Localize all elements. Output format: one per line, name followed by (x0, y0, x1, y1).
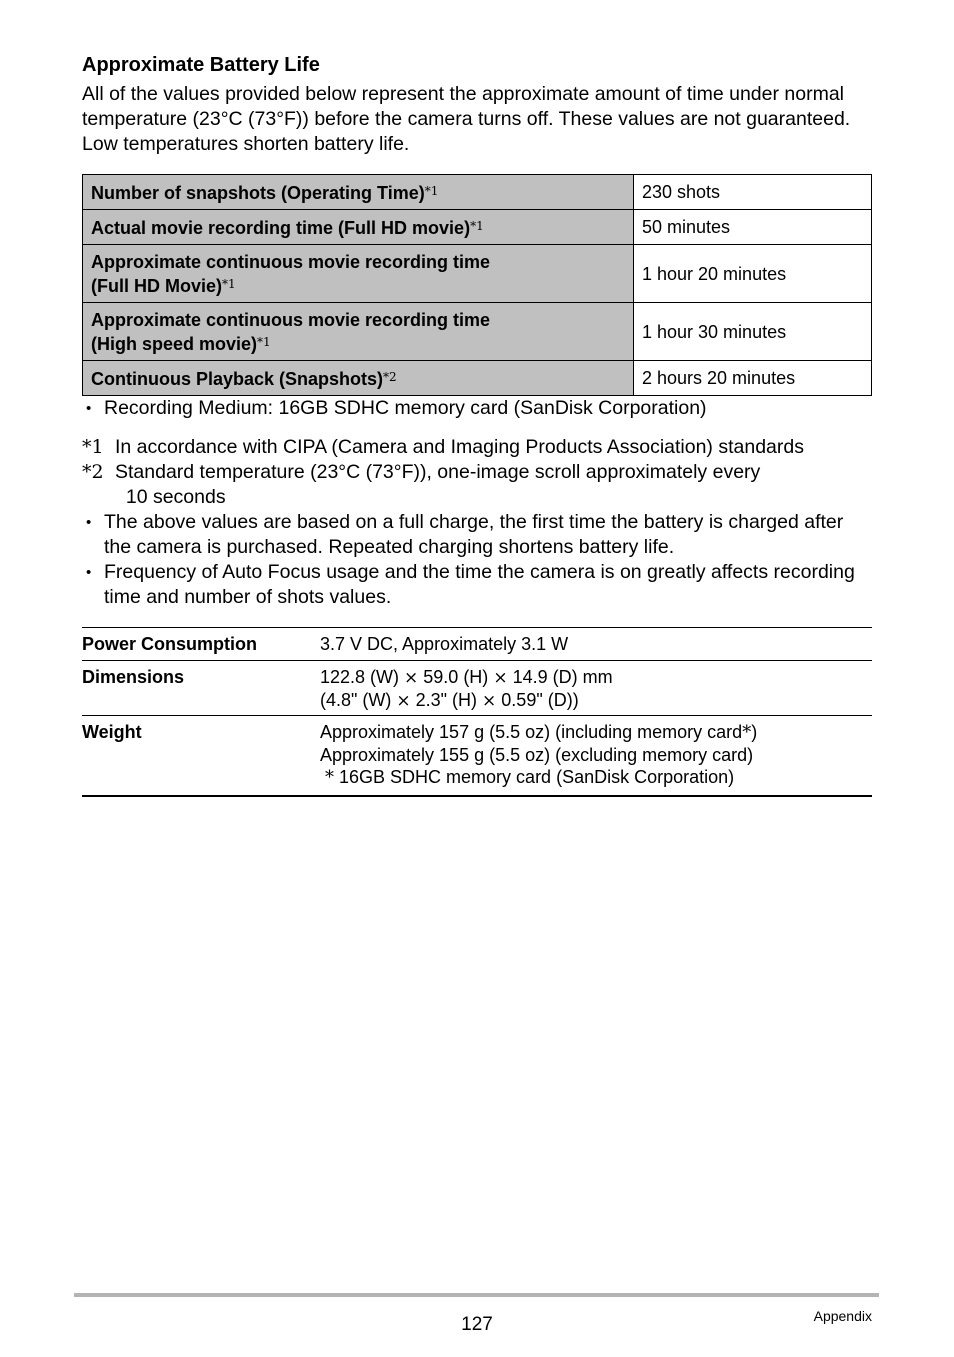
footer-divider (74, 1293, 879, 1297)
notes-list (82, 510, 872, 610)
table-row (83, 210, 872, 245)
battery-life-table (82, 174, 872, 396)
footnotes (82, 435, 872, 510)
row-value: 1 hour 30 minutes (634, 303, 872, 361)
spec-label: Power Consumption (82, 628, 320, 661)
spec-value: 3.7 V DC, Approximately 3.1 W (320, 628, 872, 661)
row-value: 1 hour 20 minutes (634, 245, 872, 303)
footnote-1: *1 In accordance with CIPA (Camera and Imaging Products Association) standards (82, 436, 804, 458)
table-row (83, 245, 872, 303)
recording-medium-list (82, 396, 872, 421)
spec-label: Weight (82, 716, 320, 797)
footnote-2: *2 Standard temperature (23°C (73°F)), one-image scroll approximately every 10 seconds (82, 461, 761, 508)
spec-value: 122.8 (W) × 59.0 (H) × 14.9 (D) mm (4.8" (W) × 2.3" (H) × 0.59" (D)) (320, 661, 872, 716)
row-label: Approximate continuous movie recording time (Full HD Movie)$^{*1}$ (83, 245, 634, 303)
row-value: 2 hours 20 minutes (634, 361, 872, 396)
table-row (83, 361, 872, 396)
list-item: • Frequency of Auto Focus usage and the time the camera is on greatly affects recording time and number of shots values. (82, 560, 872, 610)
table-row (82, 628, 872, 661)
table-row (82, 661, 872, 716)
page-number: 127 (461, 1314, 493, 1335)
section-heading: Approximate Battery Life (82, 54, 320, 76)
table-row (82, 716, 872, 797)
spec-value: Approximately 157 g (5.5 oz) (including memory card*) Approximately 155 g (5.5 oz) (excluding memory card) * 16GB SDHC memory card (SanDisk Corporation) (320, 716, 872, 797)
page-content (82, 52, 872, 797)
table-row (83, 175, 872, 210)
row-label: Continuous Playback (Snapshots)$^{*2}$ (83, 361, 634, 396)
row-label: Number of snapshots (Operating Time)$^{*1}$ (83, 175, 634, 210)
row-label: Approximate continuous movie recording time (High speed movie)$^{*1}$ (83, 303, 634, 361)
table-row (83, 303, 872, 361)
list-item: • The above values are based on a full charge, the first time the battery is charged after the camera is purchased. Repeated charging shortens battery life. (82, 510, 872, 560)
section-name: Appendix (813, 1308, 872, 1324)
list-item: • Recording Medium: 16GB SDHC memory card (SanDisk Corporation) (82, 396, 872, 421)
row-label: Actual movie recording time (Full HD movie)$^{*1}$ (83, 210, 634, 245)
intro-paragraph: All of the values provided below represent the approximate amount of time under normal temperature (23°C (73°F)) before the camera turns off. These values are not guaranteed. Low temperatures shorten battery life. (82, 83, 851, 155)
spec-label: Dimensions (82, 661, 320, 716)
row-value: 50 minutes (634, 210, 872, 245)
row-value: 230 shots (634, 175, 872, 210)
specs-table (82, 627, 872, 797)
